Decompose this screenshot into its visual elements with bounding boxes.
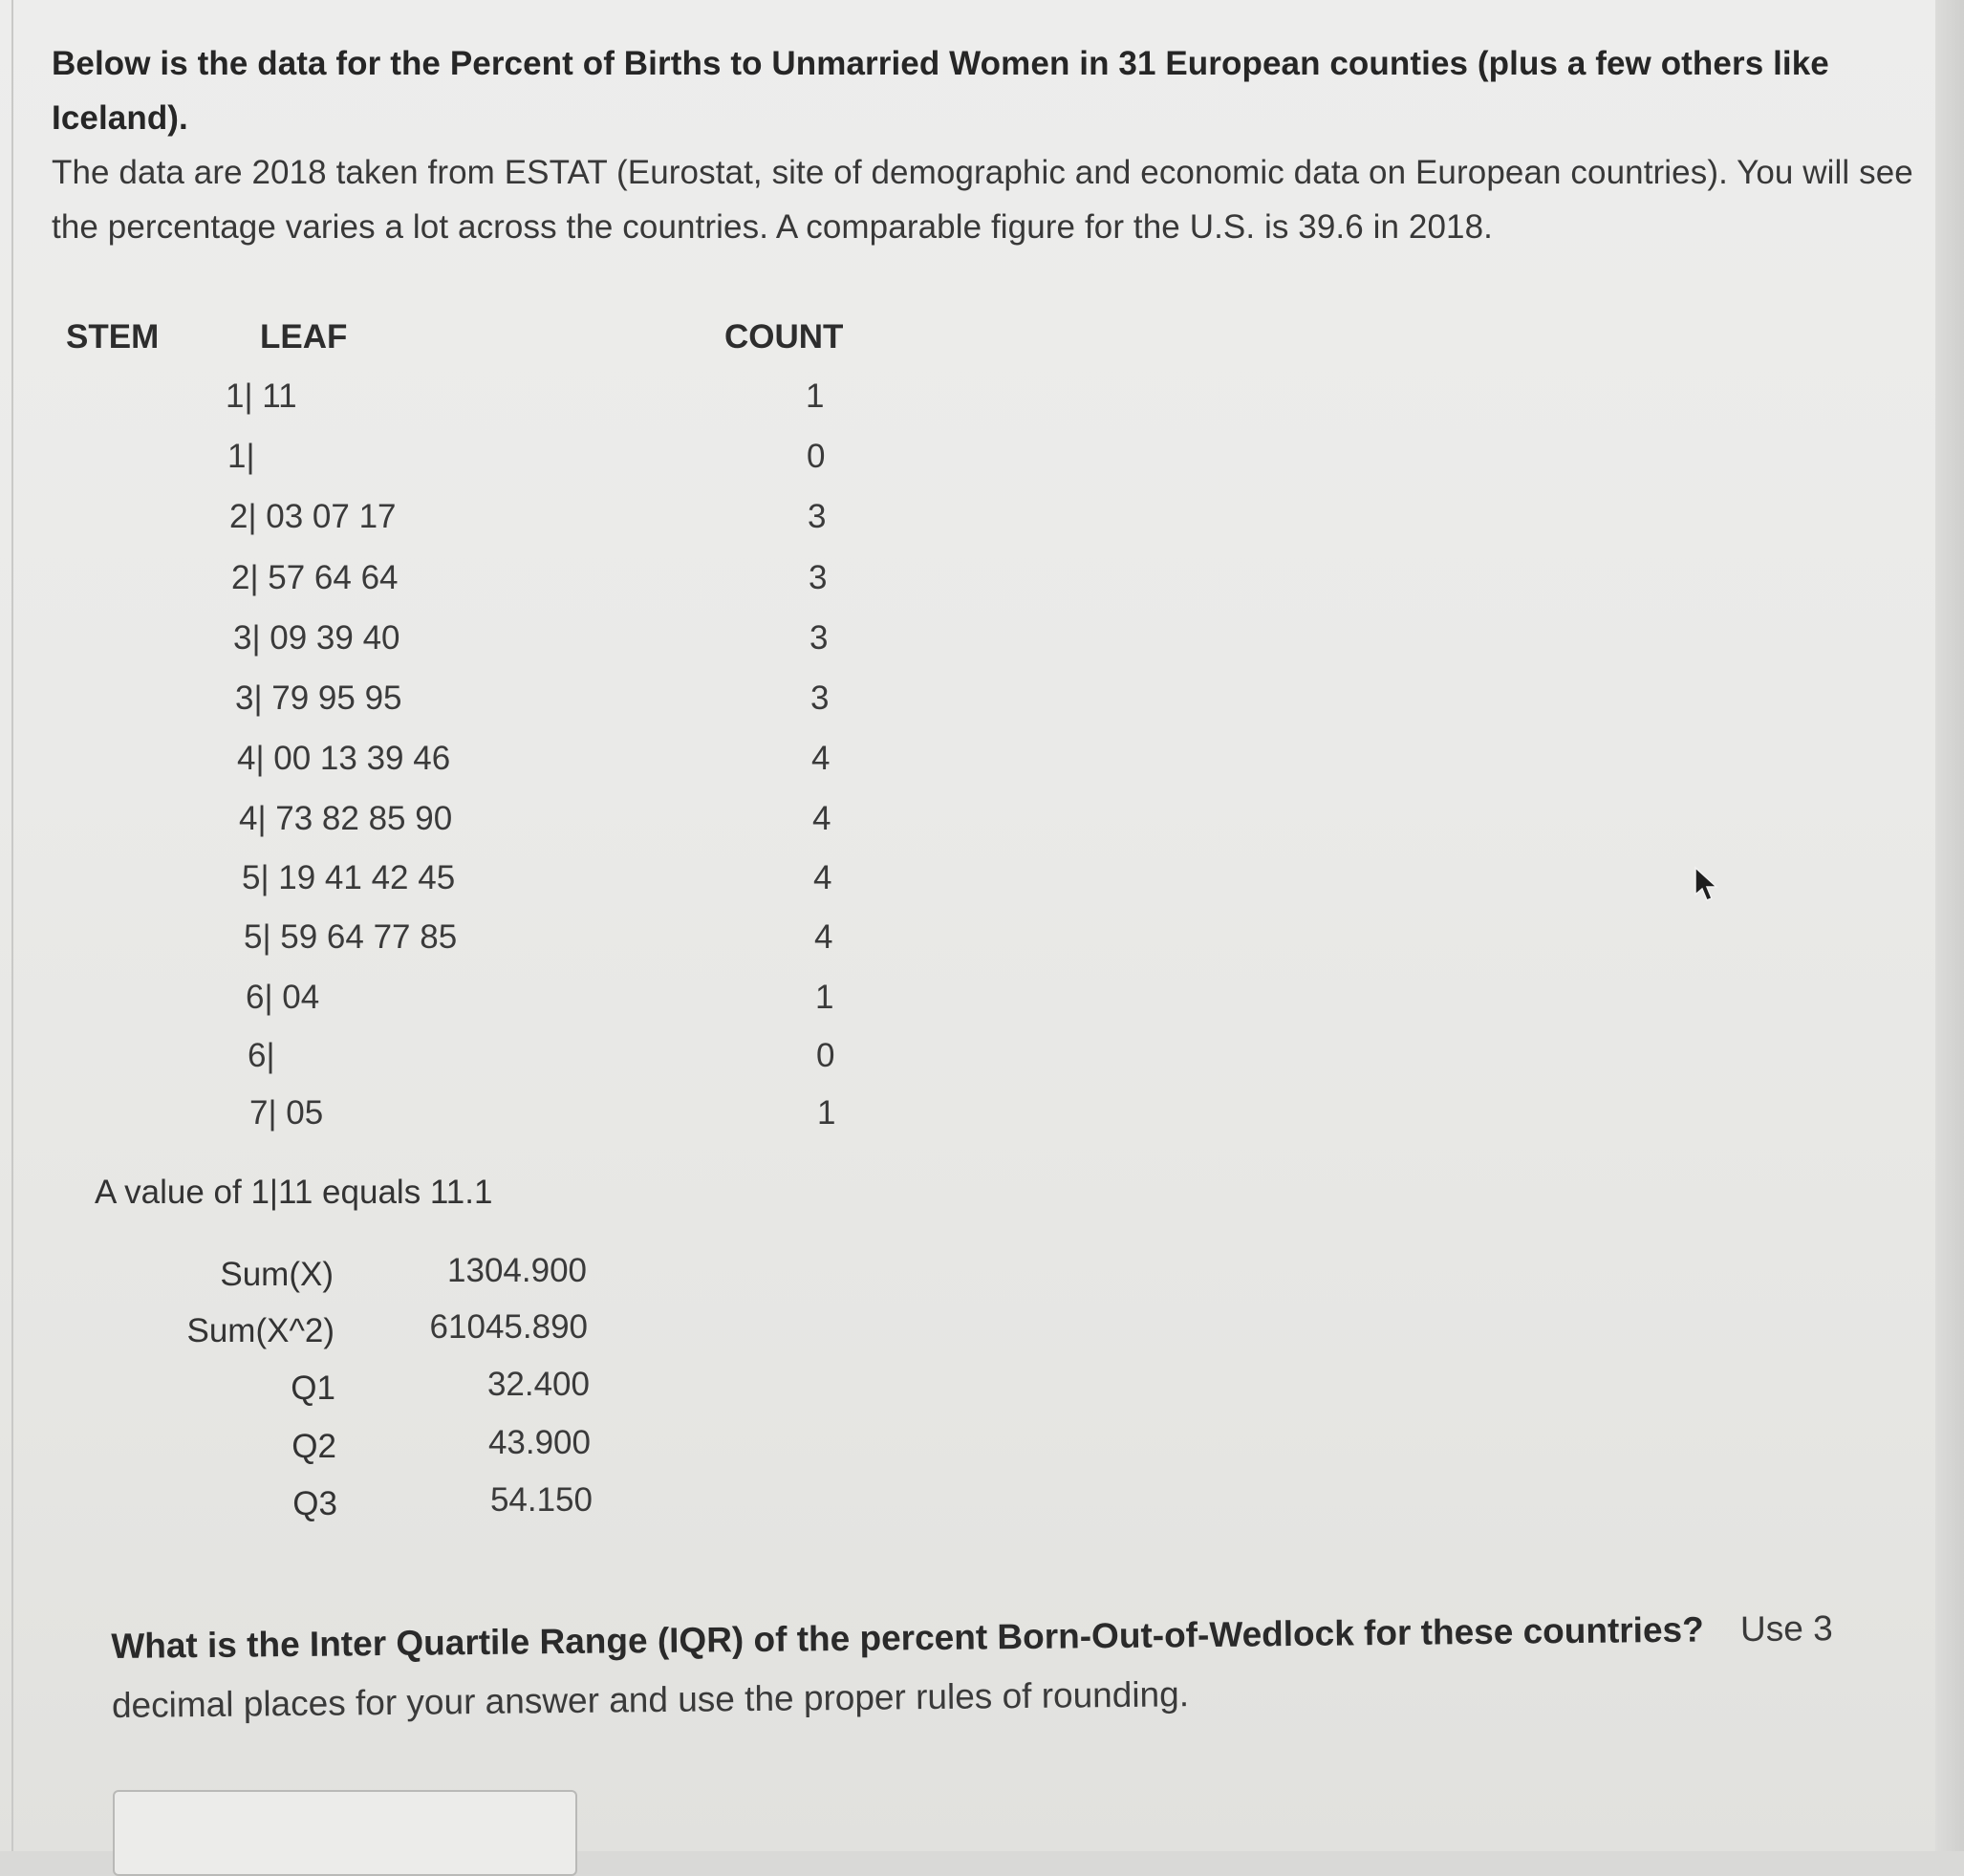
stat-value-q1: 32.400 xyxy=(486,1366,590,1403)
leaf-row-9: 5| 19 41 42 45 xyxy=(242,859,456,896)
stat-value-sum-x2: 61045.890 xyxy=(429,1308,588,1346)
stem-leaf-key-note: A value of 1|11 equals 11.1 xyxy=(95,1174,493,1211)
count-header: COUNT xyxy=(724,318,844,356)
intro-line-3: the percentage varies a lot across the countries. A comparable figure for the U.S. is 39.6 in 2018. xyxy=(52,208,1493,246)
leaf-row-6: 3| 79 95 95 xyxy=(235,679,402,717)
leaf-row-3: 2| 03 07 17 xyxy=(229,498,397,535)
question-bold-text: What is the Inter Quartile Range (IQR) of the percent Born-Out-of-Wedlock for these countries? xyxy=(111,1609,1704,1666)
leaf-header: LEAF xyxy=(260,318,348,356)
stat-label-sum-x: Sum(X) xyxy=(220,1256,334,1293)
stat-value-q2: 43.900 xyxy=(487,1424,591,1461)
leaf-row-7: 4| 00 13 39 46 xyxy=(237,740,451,777)
intro-paragraph xyxy=(52,36,1925,254)
count-cell-7: 4 xyxy=(811,740,831,777)
count-cell-10: 4 xyxy=(814,918,833,956)
count-cell-13: 1 xyxy=(817,1094,836,1132)
leaf-row-10: 5| 59 64 77 85 xyxy=(244,918,458,956)
intro-line-2: The data are 2018 taken from ESTAT (Eurostat, site of demographic and economic data on European countries). You will see xyxy=(52,154,1913,191)
stat-label-q1: Q1 xyxy=(291,1369,335,1407)
leaf-row-2: 1| xyxy=(227,438,255,475)
intro-line-1: Below is the data for the Percent of Births to Unmarried Women in 31 European counties (plus a few others like Iceland). xyxy=(52,45,1829,137)
leaf-row-4: 2| 57 64 64 xyxy=(231,559,399,596)
leaf-row-1: 1| 11 xyxy=(226,377,297,415)
answer-input[interactable] xyxy=(113,1790,577,1876)
count-cell-12: 0 xyxy=(816,1037,835,1074)
count-cell-5: 3 xyxy=(809,619,829,657)
count-cell-1: 1 xyxy=(806,377,825,415)
leaf-row-8: 4| 73 82 85 90 xyxy=(239,800,453,837)
stat-value-q3: 54.150 xyxy=(489,1481,593,1519)
count-cell-8: 4 xyxy=(812,800,831,837)
question-decimal-instruction: Use 3 xyxy=(1739,1608,1833,1650)
leaf-row-11: 6| 04 xyxy=(246,979,320,1016)
stat-value-sum-x: 1304.900 xyxy=(447,1252,587,1289)
left-border xyxy=(11,0,13,1851)
count-cell-9: 4 xyxy=(813,859,832,896)
stem-header: STEM xyxy=(66,318,160,356)
stat-label-q3: Q3 xyxy=(292,1485,337,1522)
stat-label-sum-x2: Sum(X^2) xyxy=(186,1312,335,1349)
right-border xyxy=(1935,0,1964,1851)
leaf-row-12: 6| xyxy=(248,1037,275,1074)
count-cell-2: 0 xyxy=(807,438,826,475)
leaf-row-13: 7| 05 xyxy=(249,1094,324,1132)
count-cell-11: 1 xyxy=(815,979,834,1016)
question-rounding-instruction: decimal places for your answer and use the proper rules of rounding. xyxy=(111,1674,1190,1725)
leaf-row-5: 3| 09 39 40 xyxy=(233,619,400,657)
question-text xyxy=(111,1598,1909,1736)
mouse-pointer-icon xyxy=(1692,866,1720,904)
count-cell-3: 3 xyxy=(808,498,827,535)
count-cell-4: 3 xyxy=(809,559,828,596)
stat-label-q2: Q2 xyxy=(291,1428,336,1465)
count-cell-6: 3 xyxy=(810,679,830,717)
